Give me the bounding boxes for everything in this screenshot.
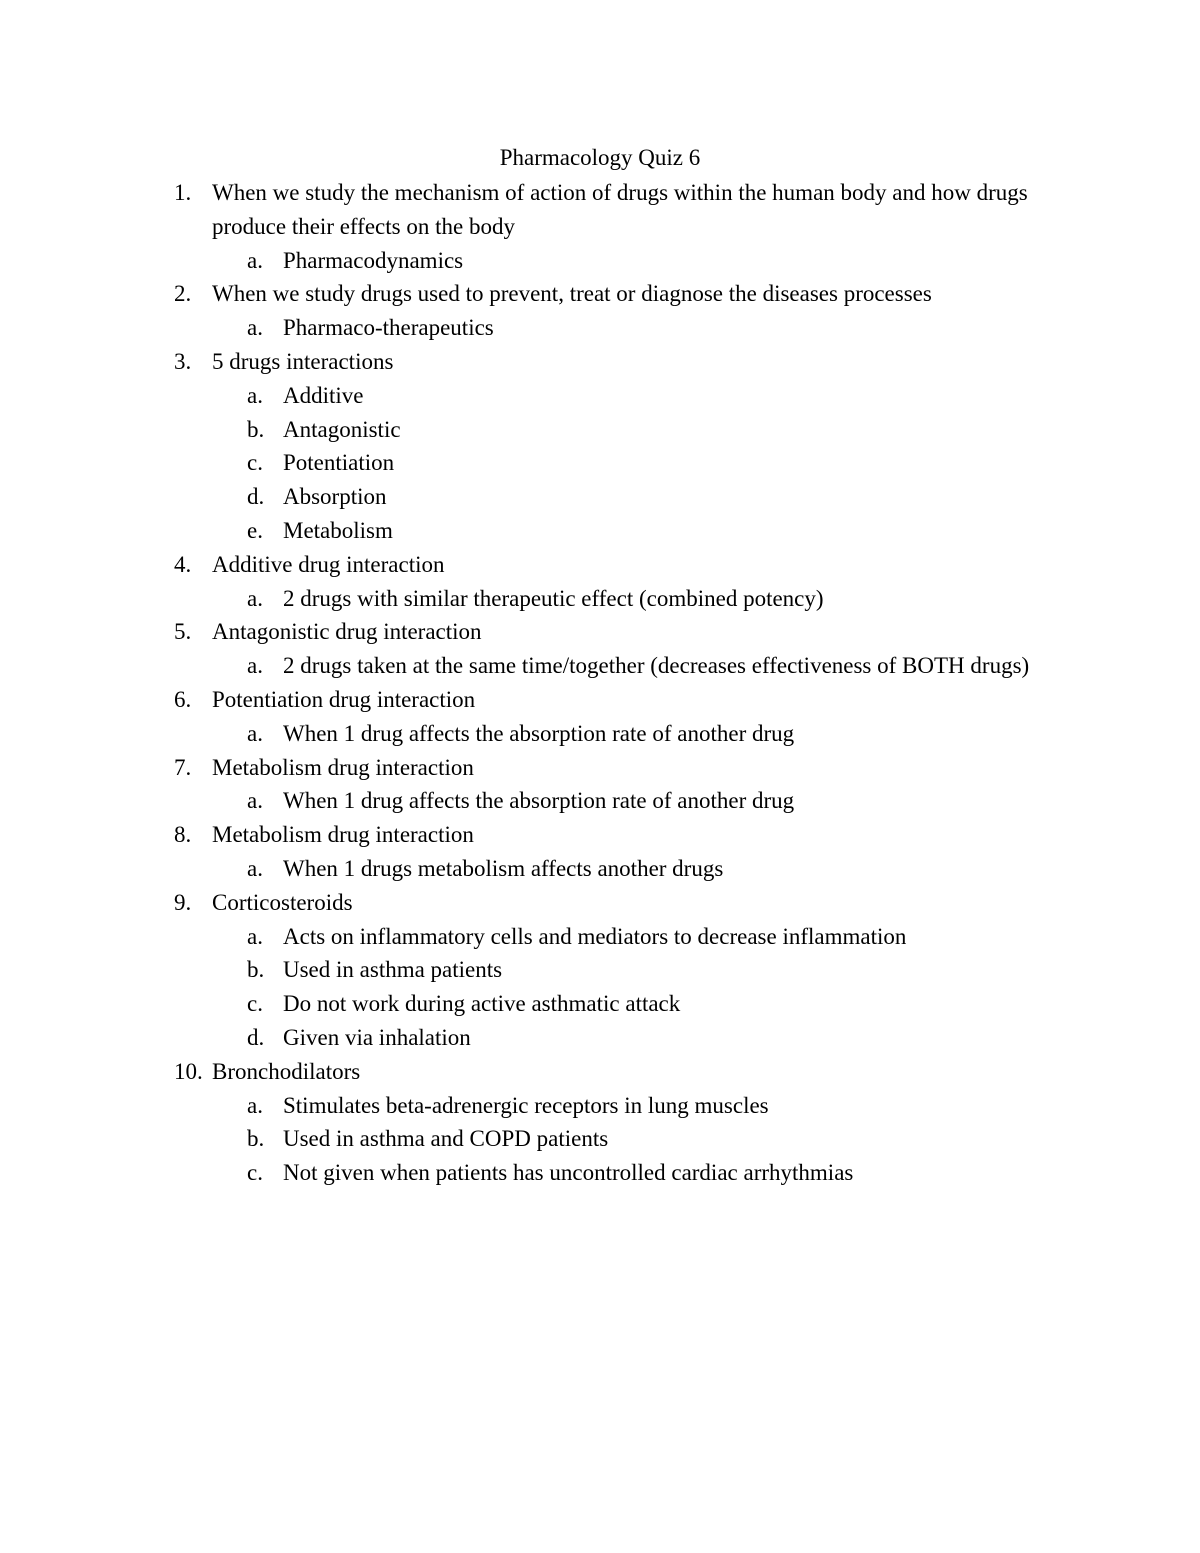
answer-text: Used in asthma patients (283, 957, 503, 983)
question-item (0, 683, 1200, 751)
answer-item (0, 413, 1200, 447)
answer-list (0, 852, 1200, 886)
answer-list (0, 784, 1200, 818)
answer-item (0, 244, 1200, 278)
answer-item (0, 852, 1200, 886)
answer-text: Antagonistic (283, 416, 401, 442)
answer-text: Potentiation (283, 450, 395, 476)
question-text: Metabolism drug interaction (212, 822, 474, 848)
answer-item (0, 987, 1200, 1021)
answer-letter: b. (247, 957, 265, 983)
answer-text: Absorption (283, 484, 387, 510)
answer-list (0, 311, 1200, 345)
question-item (0, 345, 1200, 548)
answer-item (0, 1089, 1200, 1123)
question-text: Metabolism drug interaction (212, 754, 474, 780)
answer-text: When 1 drug affects the absorption rate of another drug (283, 720, 795, 746)
answer-list (0, 244, 1200, 278)
answer-letter: a. (247, 1092, 263, 1118)
question-item (0, 615, 1200, 683)
question-number: 10. (174, 1058, 203, 1084)
answer-item (0, 1021, 1200, 1055)
question-number: 1. (174, 180, 192, 205)
answer-letter: e. (247, 517, 263, 543)
answer-letter: c. (247, 1160, 263, 1186)
answer-letter: b. (247, 1126, 265, 1152)
answer-letter: a. (247, 788, 263, 814)
question-item (0, 886, 1200, 1055)
answer-letter: b. (247, 416, 265, 442)
document-title: Pharmacology Quiz 6 (499, 145, 701, 170)
answer-letter: c. (247, 450, 263, 476)
question-number: 6. (174, 686, 192, 712)
answer-letter: d. (247, 1024, 265, 1050)
question-number: 3. (174, 348, 192, 374)
question-number: 9. (174, 889, 192, 915)
answer-item (0, 784, 1200, 818)
answer-item (0, 717, 1200, 751)
answer-text: Stimulates beta-adrenergic receptors in lung muscles (283, 1092, 769, 1118)
question-item (0, 751, 1200, 819)
answer-text: Acts on inflammatory cells and mediators to decrease inflammation (283, 923, 907, 949)
answer-item (0, 920, 1200, 954)
answer-text: 2 drugs taken at the same time/together (decreases effectiveness of BOTH drugs) (283, 653, 1030, 679)
question-number: 8. (174, 822, 192, 848)
answer-item (0, 480, 1200, 514)
question-text: Potentiation drug interaction (212, 686, 476, 712)
answer-letter: c. (247, 991, 263, 1017)
answer-text: Do not work during active asthmatic attack (283, 991, 681, 1017)
answer-letter: a. (247, 720, 263, 746)
question-item (0, 548, 1200, 616)
answer-letter: a. (247, 247, 263, 273)
question-list (0, 176, 1200, 1190)
answer-text: Pharmaco-therapeutics (283, 315, 494, 341)
answer-text: When 1 drugs metabolism affects another drugs (283, 855, 724, 881)
answer-letter: a. (247, 382, 263, 408)
question-item (0, 818, 1200, 886)
answer-letter: a. (247, 653, 263, 679)
answer-item (0, 582, 1200, 616)
answer-list (0, 649, 1200, 683)
answer-letter: a. (247, 855, 263, 881)
question-number: 4. (174, 551, 192, 577)
answer-text: Given via inhalation (283, 1024, 471, 1050)
answer-list (0, 717, 1200, 751)
answer-item (0, 514, 1200, 548)
question-number: 5. (174, 619, 192, 645)
question-text: When we study drugs used to prevent, treat or diagnose the diseases processes (212, 281, 932, 307)
answer-text: Metabolism (283, 517, 393, 543)
question-text: 5 drugs interactions (212, 348, 394, 374)
question-text: Bronchodilators (212, 1058, 361, 1084)
question-number: 7. (174, 754, 192, 780)
answer-list (0, 379, 1200, 548)
answer-letter: a. (247, 315, 263, 341)
answer-letter: a. (247, 585, 263, 611)
answer-item (0, 379, 1200, 413)
answer-letter: d. (247, 484, 265, 510)
answer-text: Used in asthma and COPD patients (283, 1126, 609, 1152)
answer-text: Pharmacodynamics (283, 247, 464, 273)
answer-item (0, 953, 1200, 987)
question-item (0, 1055, 1200, 1190)
answer-list (0, 920, 1200, 1055)
answer-item (0, 446, 1200, 480)
answer-item (0, 649, 1200, 683)
question-number: 2. (174, 281, 192, 307)
question-item (0, 277, 1200, 345)
answer-text: Not given when patients has uncontrolled cardiac arrhythmias (283, 1160, 854, 1186)
answer-letter: a. (247, 923, 263, 949)
question-text: Additive drug interaction (212, 551, 445, 577)
answer-item (0, 1156, 1200, 1190)
answer-text: Additive (283, 382, 364, 408)
answer-item (0, 311, 1200, 345)
answer-list (0, 582, 1200, 616)
answer-list (0, 1089, 1200, 1190)
question-text: Antagonistic drug interaction (212, 619, 482, 645)
answer-item (0, 1122, 1200, 1156)
question-text: Corticosteroids (212, 889, 353, 915)
question-text: When we study the mechanism of action of drugs within the human body and how drugs produce their effects on the body (212, 180, 1028, 239)
question-item (0, 176, 1200, 277)
answer-text: 2 drugs with similar therapeutic effect (combined potency) (283, 585, 824, 611)
answer-text: When 1 drug affects the absorption rate of another drug (283, 788, 795, 814)
